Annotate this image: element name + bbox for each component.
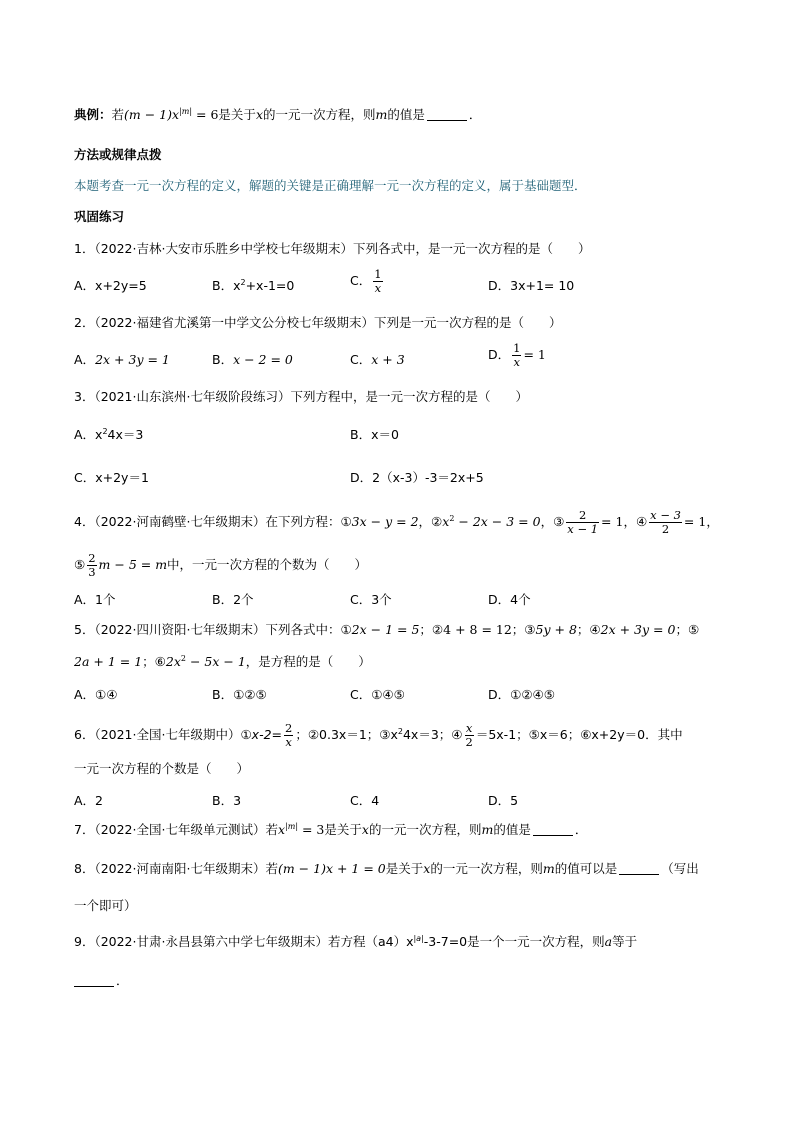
q6-option-d: D．5 — [488, 793, 519, 808]
q6-option-a: A．2 — [74, 793, 104, 808]
q2-option-a: A．2x + 3y = 1 — [74, 352, 170, 367]
q2-option-d: D． $\frac{1}{x}$ = 1 — [488, 341, 546, 369]
q5-stem-line1: 5．（2022·四川资阳·七年级期末）下列各式中：①2x − 1 = 5；②4 + 8 = 12；③5y + 8；④2x + 3y = 0；⑤ — [74, 622, 700, 637]
q4-option-d: D．4个 — [488, 592, 531, 607]
q9-stem-line1: 9．（2022·甘肃·永昌县第六中学七年级期末）若方程$(a4)x^{|a|}-3-7=0$是一个一元一次方程，则a等于 — [74, 934, 638, 949]
q2-option-b: B．x − 2 = 0 — [212, 352, 293, 367]
q4-stem-line2: ⑤ $\frac{2}{3}$ m − 5 = m中，一元一次方程的个数为（ ） — [74, 551, 368, 579]
q3-options-row2 — [74, 468, 774, 488]
q4-options — [74, 590, 774, 610]
q5-option-d: D．①②④⑤ — [488, 687, 555, 702]
example-mid: 是关于 — [218, 107, 256, 122]
q6-stem-line2: 一元一次方程的个数是（ ） — [74, 761, 250, 776]
q8-stem-line1: 8．（2022·河南南阳·七年级期末）若(m − 1)x + 1 = 0是关于x的一元一次方程，则m的值可以是 （写出 — [74, 861, 699, 876]
q2-stem: 2．（2022·福建省尤溪第一中学文公分校七年级期末）下列是一元一次方程的是（ ） — [74, 315, 562, 330]
q5-option-a: A．①④ — [74, 687, 118, 702]
q1-option-b: B．$x^2+x-1=0$ — [212, 278, 295, 293]
q3-option-b: B．x＝0 — [350, 427, 399, 442]
q1-stem: 1．（2022·吉林·大安市乐胜乡中学校七年级期末）下列各式中，是一元一次方程的是（ ） — [74, 241, 591, 256]
q4-option-b: B．2个 — [212, 592, 254, 607]
q5-option-c: C．①④⑤ — [350, 687, 405, 702]
q3-option-d: D．2（x-3）-3＝2x+5 — [350, 470, 484, 485]
q1-option-c: C． $\frac{1}{x}$ — [350, 267, 382, 295]
answer-blank — [619, 862, 659, 875]
q6-stem-line1: 6．（2021·全国·七年级期中）①x-2= $\frac{2}{x}$ ；②0.3x＝1；$③x^24x=3$；④ $\frac{x}{2}$ ＝5x-1；⑤x＝6；⑥x+2y＝0．其中 — [74, 721, 683, 749]
q3-stem: 3．（2021·山东滨州·七年级阶段练习）下列方程中，是一元一次方程的是（ ） — [74, 389, 528, 404]
example-var-x: x — [255, 107, 263, 122]
q5-stem-line2: 2a + 1 = 1；$⑥2x^2 - 5x - 1$，是方程的是（ ） — [74, 654, 371, 669]
q4-option-c: C．3个 — [350, 592, 392, 607]
method-heading: 方法或规律点拨 — [74, 147, 162, 162]
q6-option-c: C．4 — [350, 793, 380, 808]
q5-option-b: B．①②⑤ — [212, 687, 267, 702]
q3-options-row1 — [74, 425, 774, 445]
q7-stem: 7．（2022·全国·七年级单元测试）若$x^{|m|} = 3$是关于x的一元一次方程，则m的值是 ． — [74, 822, 588, 837]
practice-heading: 巩固练习 — [74, 209, 125, 224]
example-pre: 若 — [111, 107, 125, 122]
q5-options — [74, 685, 774, 705]
example-line — [74, 106, 481, 124]
q6-option-b: B．3 — [212, 793, 242, 808]
method-text: 本题考查一元一次方程的定义，解题的关键是正确理解一元一次方程的定义，属于基础题型． — [74, 178, 587, 193]
q4-option-a: A．1个 — [74, 592, 116, 607]
q3-option-a: A．$x^24x=3$ — [74, 427, 144, 442]
example-var-m: m — [375, 107, 388, 122]
q8-stem-line2: 一个即可） — [74, 898, 137, 913]
q6-options — [74, 791, 774, 811]
q9-stem-line2: ． — [74, 972, 129, 990]
q2-options — [74, 341, 774, 370]
example-tail: ． — [468, 107, 482, 122]
q1-option-a: A．x+2y=5 — [74, 278, 147, 293]
answer-blank — [427, 108, 467, 121]
example-expr-b: = 6 — [192, 107, 219, 122]
q4-stem-line1: 4．（2022·河南鹤壁·七年级期末）在下列方程：①3x − y = 2，$②x^2 - 2x - 3 = 0$，③ $\frac{2}{x - 1}$ = 1，④ $\frac{x - 3}{2}$ = 1， — [74, 508, 719, 536]
example-label: 典例： — [74, 107, 112, 122]
q3-option-c: C．x+2y＝1 — [74, 470, 149, 485]
example-expr-sup: |m| — [179, 107, 193, 116]
q1-options — [74, 267, 774, 296]
answer-blank — [74, 974, 114, 987]
q1-option-d: D．3x+1= 10 — [488, 278, 575, 293]
example-expr-a: (m − 1)x — [124, 107, 180, 122]
answer-blank — [533, 823, 573, 836]
example-mid2: 的一元一次方程，则 — [263, 107, 376, 122]
example-end: 的值是 — [387, 107, 425, 122]
q2-option-c: C．x + 3 — [350, 352, 405, 367]
